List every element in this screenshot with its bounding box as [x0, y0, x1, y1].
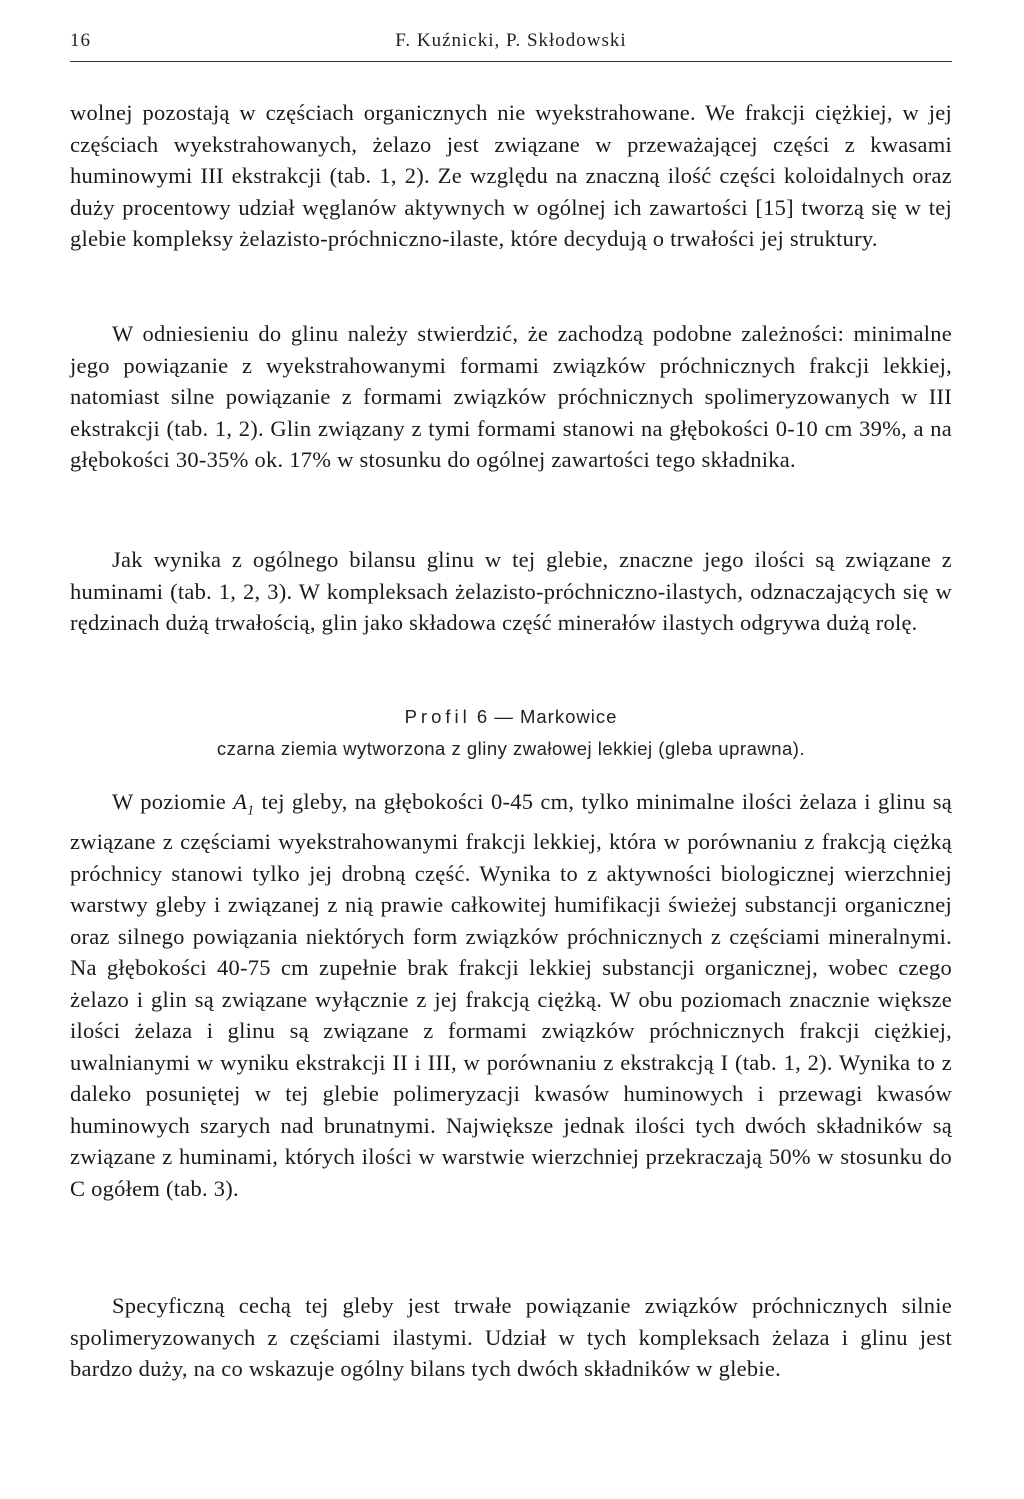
paragraph-4-lead: W poziomie — [112, 789, 234, 814]
horizon-symbol: $A_1$ — [233, 789, 255, 818]
paragraph-5: Specyficzną cechą tej gleby jest trwałe powiązanie związków próchnicznych silnie spolimeryzowanych z częściami ilastymi. Udział w tych kompleksach żelaza i glinu jest bardzo duży, na co wskazuje ogólny bilans tych dwóch składników w glebie. — [70, 1293, 952, 1381]
paragraph-4-body: tej gleby, na głębokości 0-45 cm, tylko minimalne ilości żelaza i glinu są związane z częściami wyekstrahowanymi frakcji lekkiej, która w porównaniu z frakcją ciężką próchnicy stanowi tylko jej drobną część. Wynika to z aktywności biologicznej wierzchniej warstwy gleby i związanej z nią prawie całkowitej humifikacji świeżej substancji organicznej oraz silnego powiązania niektórych form związków próchnicznych z częściami mineralnymi. Na głębokości 40-75 cm zupełnie brak frakcji lekkiej substancji organicznej, wobec czego żelazo i glin są związane wyłącznie z jej frakcją ciężką. W obu poziomach znacznie większe ilości żelaza i glinu są związane z formami związków próchnicznych frakcji ciężkiej, uwalnianymi w wyniku ekstrakcji II i III, w porównaniu z ekstrakcją I (tab. 1, 2). Wynika to z daleko posuniętej w tej glebie polimeryzacji kwasów huminowych i przewagi kwasów huminowych szarych nad brunatnymi. Największe jednak ilości tych dwóch składników są związane z huminami, których ilości w warstwie wierzchniej przekraczają 50% w stosunku do C ogółem (tab. 3). — [70, 789, 952, 1201]
paragraph-4 — [70, 786, 952, 1204]
section-number: 6 — [476, 706, 489, 727]
page-number: 16 — [70, 30, 91, 51]
section-dash: — — [494, 706, 514, 727]
paragraph-3: Jak wynika z ogólnego bilansu glinu w tej glebie, znaczne jego ilości są związane z huminami (tab. 1, 2, 3). W kompleksach żelazisto-próchniczno-ilastych, odznaczających się w rędzinach dużą trwałością, glin jako składowa część minerałów ilastych odgrywa dużą rolę. — [70, 547, 952, 635]
section-label: Profil — [404, 706, 471, 727]
header-rule — [70, 61, 952, 62]
paragraph-1: wolnej pozostają w częściach organicznych nie wyekstrahowane. We frakcji ciężkiej, w jej częściach wyekstrahowanych, żelazo jest związane w przeważającej części z kwasami huminowymi III ekstrakcji (tab. 1, 2). Ze względu na znaczną ilość części koloidalnych oraz duży procentowy udział węglanów aktywnych w ogólnej ich zawartości [15] tworzą się w tej glebie kompleksy żelazisto-próchniczno-ilaste, które decydują o trwałości jej struktury. — [70, 100, 952, 251]
section-heading — [70, 706, 952, 728]
section-place: Markowice — [519, 706, 618, 727]
horizon-subscript: 1 — [247, 802, 255, 818]
section-subtitle: czarna ziemia wytworzona z gliny zwałowej lekkiej (gleba uprawna). — [216, 738, 806, 759]
paragraph-2: W odniesieniu do glinu należy stwierdzić, że zachodzą podobne zależności: minimalne jego powiązanie z wyekstrahowanymi formami związków próchnicznych frakcji lekkiej, natomiast silne powiązanie z formami związków próchnicznych spolimeryzowanych w III ekstrakcji (tab. 1, 2). Glin związany z tymi formami stanowi na głębokości 0-10 cm 39%, a na głębokości 30-35% ok. 17% w stosunku do ogólnej zawartości tego składnika. — [70, 321, 952, 472]
running-title: F. Kuźnicki, P. Skłodowski — [395, 30, 627, 51]
